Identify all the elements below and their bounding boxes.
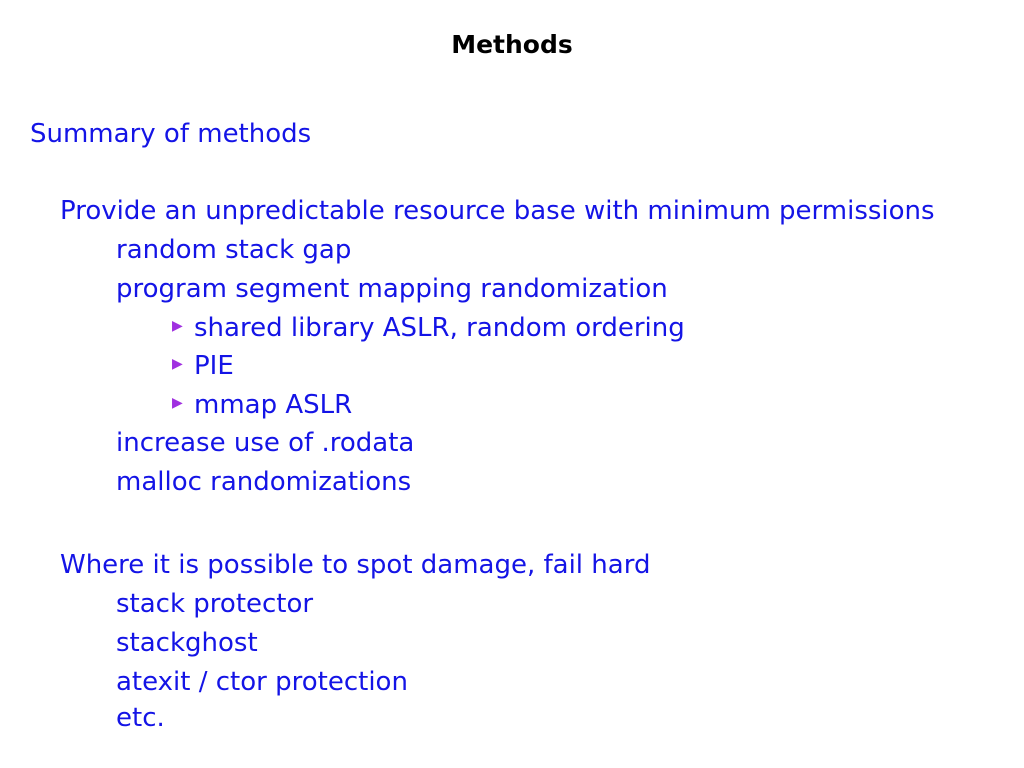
slide-title: Methods <box>451 30 573 59</box>
list-item: program segment mapping randomization <box>116 274 668 304</box>
list-item: malloc randomizations <box>116 467 412 497</box>
sub-item-label: shared library ASLR, random ordering <box>194 313 685 343</box>
list-item: atexit / ctor protection <box>116 667 408 697</box>
list-item: increase use of .rodata <box>116 428 415 458</box>
list-item: etc. <box>116 703 165 733</box>
list-item: random stack gap <box>116 235 352 265</box>
triangle-bullet-icon: ▶ <box>172 394 183 411</box>
section-heading: Provide an unpredictable resource base with minimum permissions <box>60 196 935 226</box>
list-item: stackghost <box>116 628 258 658</box>
section-heading: Where it is possible to spot damage, fail hard <box>60 550 651 580</box>
triangle-bullet-icon: ▶ <box>172 317 183 334</box>
sub-list-item <box>172 312 685 345</box>
list-item: stack protector <box>116 589 314 619</box>
sub-item-label: mmap ASLR <box>194 390 353 420</box>
sub-item-label: PIE <box>194 351 234 381</box>
summary-heading: Summary of methods <box>30 119 312 149</box>
sub-list-item <box>172 389 352 422</box>
triangle-bullet-icon: ▶ <box>172 355 183 372</box>
sub-list-item <box>172 350 234 383</box>
